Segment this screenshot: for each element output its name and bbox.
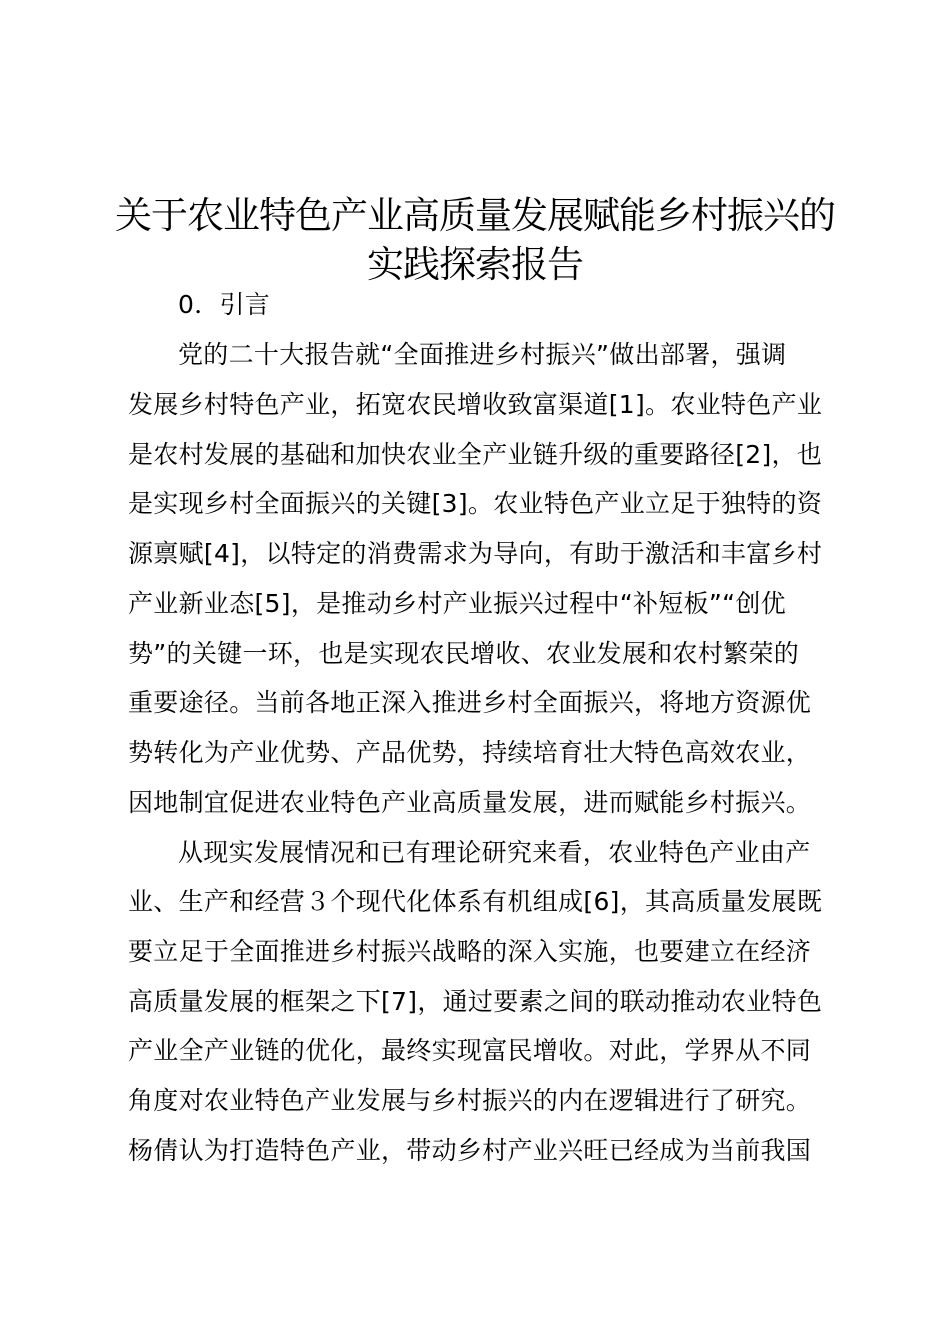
paragraph-1-line-7: 势”的关键一环，也是实现农民增收、农业发展和农村繁荣的 — [128, 639, 800, 668]
document-title-line-1: 关于农业特色产业高质量发展赋能乡村振兴的 — [115, 194, 835, 237]
paragraph-2-line-3: 要立足于全面推进乡村振兴战略的深入实施，也要建立在经济 — [128, 937, 812, 966]
paragraph-1-line-8: 重要途径。当前各地正深入推进乡村全面振兴，将地方资源优 — [128, 688, 812, 717]
paragraph-1-line-1: 党的二十大报告就“全面推进乡村振兴”做出部署，强调 — [178, 340, 787, 369]
paragraph-1-line-2: 发展乡村特色产业，拓宽农民增收致富渠道[1]。农业特色产业 — [128, 390, 823, 419]
paragraph-2-line-1: 从现实发展情况和已有理论研究来看，农业特色产业由产 — [178, 838, 811, 867]
paragraph-1-line-10: 因地制宜促进农业特色产业高质量发展，进而赋能乡村振兴。 — [128, 788, 812, 817]
paragraph-2-line-7: 杨倩认为打造特色产业，带动乡村产业兴旺已经成为当前我国 — [128, 1136, 812, 1165]
paragraph-2-line-6: 角度对农业特色产业发展与乡村振兴的内在逻辑进行了研究。 — [128, 1086, 812, 1115]
paragraph-2-line-4: 高质量发展的框架之下[7]，通过要素之间的联动推动农业特色 — [128, 987, 823, 1016]
paragraph-1-line-3: 是农村发展的基础和加快农业全产业链升级的重要路径[2]，也 — [128, 440, 823, 469]
paragraph-1-line-9: 势转化为产业优势、产品优势，持续培育壮大特色高效农业， — [128, 738, 812, 767]
paragraph-1-line-4: 是实现乡村全面振兴的关键[3]。农业特色产业立足于独特的资 — [128, 489, 823, 518]
paragraph-2-line-2: 业、生产和经营３个现代化体系有机组成[6]，其高质量发展既 — [128, 887, 823, 916]
document-title-line-2: 实践探索报告 — [367, 243, 583, 286]
section-heading: 0．引言 — [178, 290, 271, 319]
paragraph-1-line-5: 源禀赋[4]，以特定的消费需求为导向，有助于激活和丰富乡村 — [128, 539, 823, 568]
paragraph-1-line-6: 产业新业态[5]，是推动乡村产业振兴过程中“补短板”“创优 — [128, 589, 786, 618]
paragraph-2-line-5: 产业全产业链的优化，最终实现富民增收。对此，学界从不同 — [128, 1036, 812, 1065]
